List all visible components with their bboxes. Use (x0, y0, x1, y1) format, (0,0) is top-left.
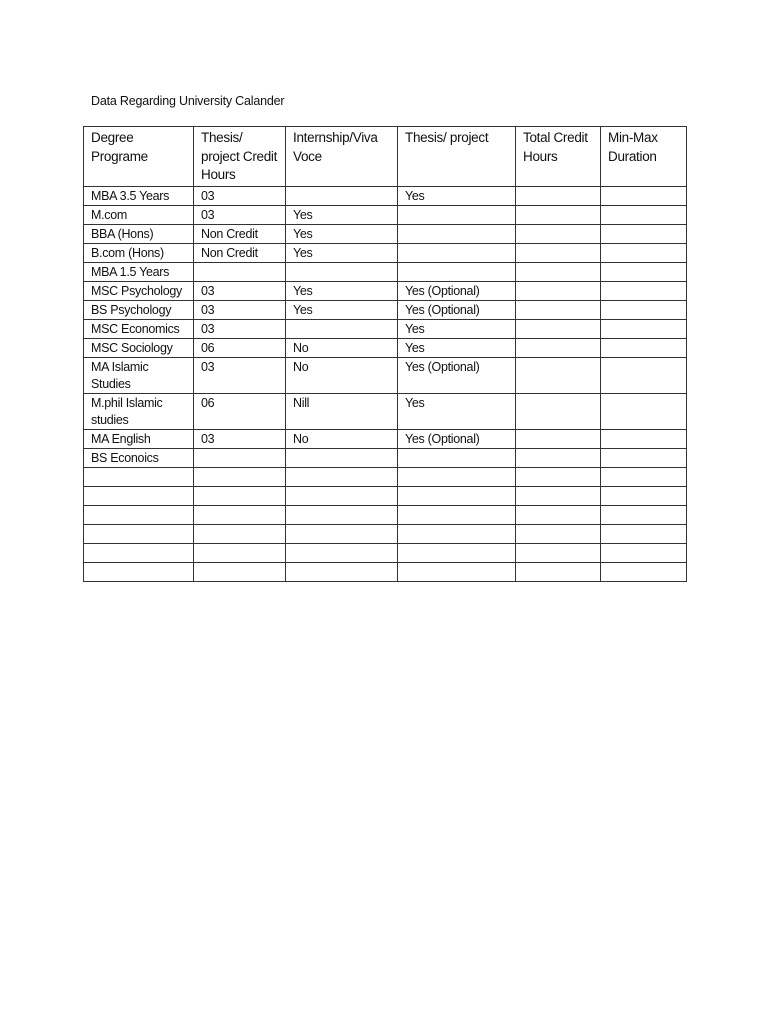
cell-thesis-project (398, 262, 516, 281)
cell-degree-programe: MA English (84, 429, 194, 448)
cell-degree-programe (84, 562, 194, 581)
cell-thesis-project: Yes (398, 319, 516, 338)
cell-thesis-project: Yes (Optional) (398, 300, 516, 319)
table-row (84, 357, 687, 393)
cell-degree-programe (84, 543, 194, 562)
table-row (84, 448, 687, 467)
cell-degree-programe: MSC Economics (84, 319, 194, 338)
cell-degree-programe: B.com (Hons) (84, 243, 194, 262)
cell-degree-programe: MBA 3.5 Years (84, 186, 194, 205)
cell-internship-viva-voce: No (286, 429, 398, 448)
cell-thesis-project (398, 505, 516, 524)
header-thesis-project: Thesis/ project (398, 127, 516, 187)
cell-thesis-project: Yes (398, 393, 516, 429)
cell-degree-programe (84, 467, 194, 486)
cell-degree-programe: BS Econoics (84, 448, 194, 467)
cell-internship-viva-voce: Yes (286, 243, 398, 262)
cell-thesis-credit-hours: 03 (194, 429, 286, 448)
cell-degree-programe: MBA 1.5 Years (84, 262, 194, 281)
cell-min-max-duration (601, 429, 687, 448)
cell-min-max-duration (601, 505, 687, 524)
cell-total-credit-hours (516, 224, 601, 243)
cell-total-credit-hours (516, 505, 601, 524)
table-row (84, 281, 687, 300)
cell-thesis-credit-hours (194, 262, 286, 281)
cell-total-credit-hours (516, 186, 601, 205)
cell-thesis-credit-hours: Non Credit (194, 243, 286, 262)
cell-total-credit-hours (516, 205, 601, 224)
table-row (84, 524, 687, 543)
cell-total-credit-hours (516, 448, 601, 467)
cell-degree-programe: MSC Sociology (84, 338, 194, 357)
cell-thesis-project: Yes (398, 338, 516, 357)
cell-total-credit-hours (516, 281, 601, 300)
cell-thesis-project (398, 486, 516, 505)
table-row (84, 393, 687, 429)
cell-min-max-duration (601, 262, 687, 281)
cell-thesis-project (398, 524, 516, 543)
cell-internship-viva-voce: No (286, 338, 398, 357)
cell-min-max-duration (601, 448, 687, 467)
cell-thesis-project (398, 467, 516, 486)
table-row (84, 543, 687, 562)
cell-thesis-credit-hours: Non Credit (194, 224, 286, 243)
cell-thesis-project (398, 543, 516, 562)
cell-degree-programe (84, 486, 194, 505)
cell-thesis-credit-hours: 03 (194, 319, 286, 338)
cell-thesis-credit-hours (194, 543, 286, 562)
table-body (84, 186, 687, 581)
cell-internship-viva-voce: Yes (286, 281, 398, 300)
cell-degree-programe (84, 505, 194, 524)
cell-thesis-credit-hours (194, 467, 286, 486)
cell-internship-viva-voce: No (286, 357, 398, 393)
cell-degree-programe: M.phil Islamic studies (84, 393, 194, 429)
cell-total-credit-hours (516, 429, 601, 448)
university-calendar-table (83, 126, 687, 582)
cell-total-credit-hours (516, 393, 601, 429)
cell-min-max-duration (601, 186, 687, 205)
cell-total-credit-hours (516, 300, 601, 319)
cell-internship-viva-voce (286, 186, 398, 205)
table-row (84, 338, 687, 357)
cell-min-max-duration (601, 393, 687, 429)
table-header (84, 127, 687, 187)
cell-thesis-project (398, 224, 516, 243)
cell-internship-viva-voce (286, 486, 398, 505)
cell-degree-programe: BBA (Hons) (84, 224, 194, 243)
cell-internship-viva-voce (286, 505, 398, 524)
cell-min-max-duration (601, 224, 687, 243)
table-row (84, 243, 687, 262)
header-internship-viva-voce: Internship/Viva Voce (286, 127, 398, 187)
cell-internship-viva-voce (286, 562, 398, 581)
cell-total-credit-hours (516, 562, 601, 581)
cell-min-max-duration (601, 467, 687, 486)
table-row (84, 300, 687, 319)
header-row (84, 127, 687, 187)
cell-total-credit-hours (516, 543, 601, 562)
cell-thesis-project (398, 243, 516, 262)
cell-thesis-credit-hours (194, 505, 286, 524)
table-row (84, 224, 687, 243)
table-row (84, 486, 687, 505)
document-title: Data Regarding University Calander (91, 94, 285, 108)
cell-thesis-credit-hours: 03 (194, 186, 286, 205)
table-row (84, 319, 687, 338)
cell-thesis-credit-hours: 06 (194, 393, 286, 429)
cell-total-credit-hours (516, 243, 601, 262)
cell-thesis-project (398, 205, 516, 224)
cell-min-max-duration (601, 319, 687, 338)
cell-min-max-duration (601, 243, 687, 262)
cell-internship-viva-voce: Yes (286, 224, 398, 243)
cell-thesis-credit-hours (194, 486, 286, 505)
cell-internship-viva-voce (286, 467, 398, 486)
cell-internship-viva-voce: Yes (286, 205, 398, 224)
header-min-max-duration: Min-Max Duration (601, 127, 687, 187)
cell-min-max-duration (601, 205, 687, 224)
cell-degree-programe: MA Islamic Studies (84, 357, 194, 393)
cell-min-max-duration (601, 281, 687, 300)
cell-min-max-duration (601, 300, 687, 319)
cell-total-credit-hours (516, 467, 601, 486)
cell-thesis-credit-hours (194, 448, 286, 467)
cell-thesis-project (398, 448, 516, 467)
cell-thesis-project: Yes (398, 186, 516, 205)
cell-degree-programe: BS Psychology (84, 300, 194, 319)
cell-min-max-duration (601, 357, 687, 393)
table-row (84, 429, 687, 448)
cell-thesis-credit-hours: 06 (194, 338, 286, 357)
table-row (84, 186, 687, 205)
cell-internship-viva-voce (286, 448, 398, 467)
cell-total-credit-hours (516, 357, 601, 393)
cell-thesis-project: Yes (Optional) (398, 357, 516, 393)
cell-thesis-credit-hours: 03 (194, 205, 286, 224)
cell-total-credit-hours (516, 524, 601, 543)
cell-total-credit-hours (516, 338, 601, 357)
cell-total-credit-hours (516, 319, 601, 338)
cell-thesis-credit-hours: 03 (194, 281, 286, 300)
cell-internship-viva-voce: Yes (286, 300, 398, 319)
table-row (84, 205, 687, 224)
cell-internship-viva-voce (286, 524, 398, 543)
cell-degree-programe (84, 524, 194, 543)
cell-thesis-credit-hours (194, 524, 286, 543)
cell-internship-viva-voce: Nill (286, 393, 398, 429)
table-row (84, 505, 687, 524)
cell-thesis-project: Yes (Optional) (398, 281, 516, 300)
cell-internship-viva-voce (286, 543, 398, 562)
header-thesis-credit-hours: Thesis/ project Credit Hours (194, 127, 286, 187)
table-row (84, 562, 687, 581)
cell-min-max-duration (601, 562, 687, 581)
cell-thesis-project: Yes (Optional) (398, 429, 516, 448)
cell-total-credit-hours (516, 486, 601, 505)
cell-internship-viva-voce (286, 319, 398, 338)
cell-min-max-duration (601, 486, 687, 505)
cell-min-max-duration (601, 543, 687, 562)
table-row (84, 262, 687, 281)
header-degree-programe: Degree Programe (84, 127, 194, 187)
cell-internship-viva-voce (286, 262, 398, 281)
header-total-credit-hours: Total Credit Hours (516, 127, 601, 187)
cell-min-max-duration (601, 338, 687, 357)
cell-degree-programe: M.com (84, 205, 194, 224)
cell-thesis-credit-hours: 03 (194, 357, 286, 393)
cell-thesis-credit-hours (194, 562, 286, 581)
cell-thesis-project (398, 562, 516, 581)
cell-total-credit-hours (516, 262, 601, 281)
cell-degree-programe: MSC Psychology (84, 281, 194, 300)
table-row (84, 467, 687, 486)
cell-thesis-credit-hours: 03 (194, 300, 286, 319)
cell-min-max-duration (601, 524, 687, 543)
